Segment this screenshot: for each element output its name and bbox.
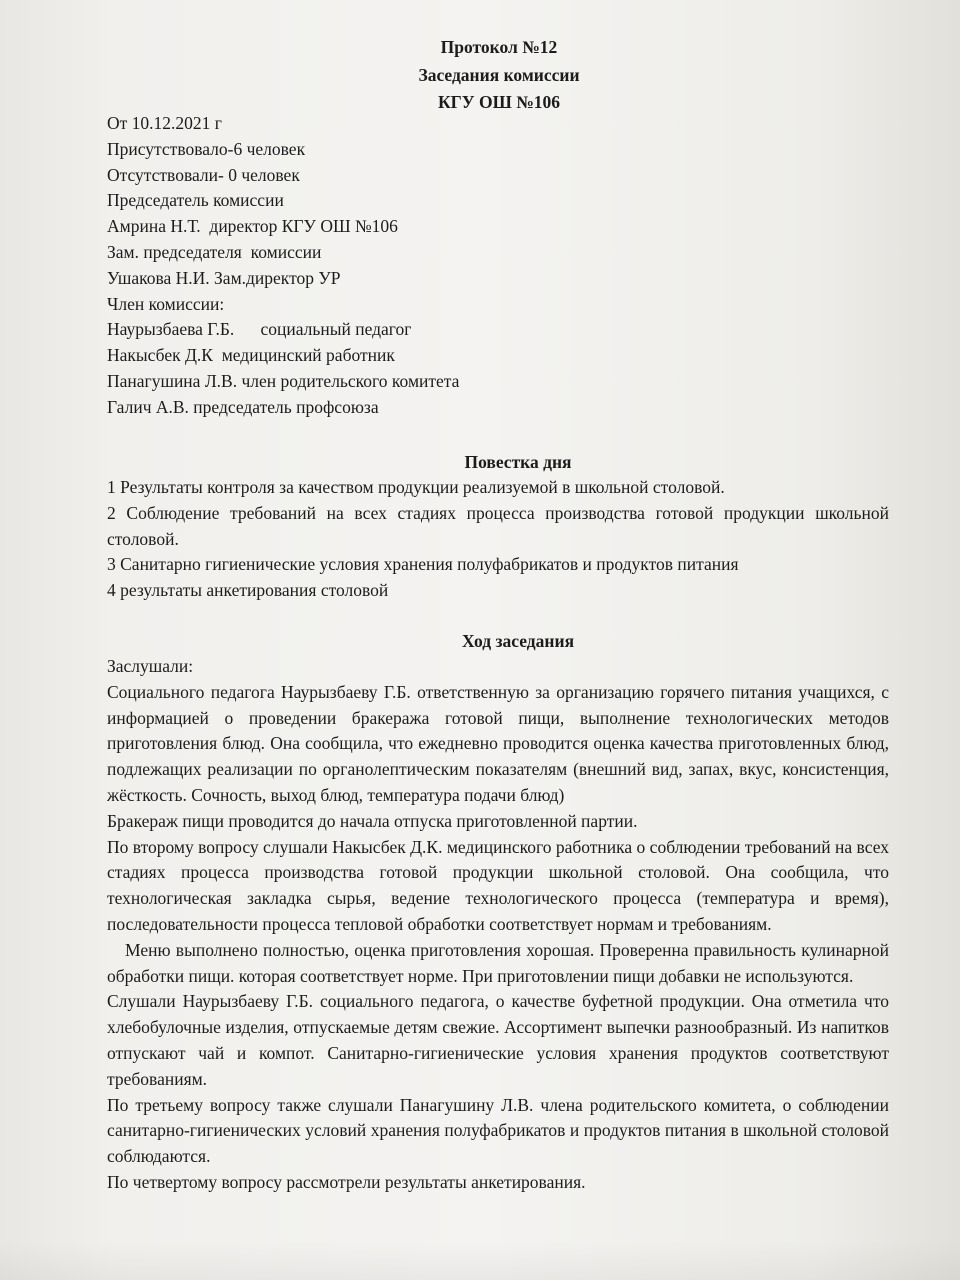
agenda-item-2: 2 Соблюдение требований на всех стадиях процесса производства готовой продукции школьной столовой. (107, 502, 889, 549)
agenda-item-1: 1 Результаты контроля за качеством продукции реализуемой в школьной столовой. (107, 477, 725, 497)
meeting-paragraph-1: Социального педагога Наурызбаеву Г.Б. ответственную за организацию горячего питания учащихся, с информацией о проведении бракеража готовой пищи, выполнение технологических методов приготовления блюд. Она сообщила, что ежедневно проводится оценка качества приготовленных блюд, подлежащих реализации по органолептическим показателям (внешний вид, запах, вкус, консистенция, жёсткость. Сочность, выход блюд, температура подачи блюд) (107, 681, 889, 805)
heard-label: Заслушали: (107, 656, 194, 676)
page-shadow (0, 1240, 960, 1280)
members-label: Член комиссии: (107, 293, 225, 314)
present-count: Присутствовало-6 человек (107, 138, 306, 159)
agenda-title: Повестка дня (464, 452, 572, 472)
meeting-paragraph-7: По четвертому вопросу рассмотрели результаты анкетирования. (107, 1171, 586, 1192)
meeting-paragraph-6: По третьему вопросу также слушали Панагушину Л.В. члена родительского комитета, о соблюдении санитарно-гигиенических условий хранения полуфабрикатов и продуктов питания в школьной столовой соблюдаются. (107, 1094, 889, 1167)
organization-name: КГУ ОШ №106 (437, 92, 561, 112)
meeting-type: Заседания комиссии (418, 64, 580, 85)
attendance-list (107, 111, 889, 421)
member-4: Галич А.В. председатель профсоюза (107, 396, 379, 417)
member-3: Панагушина Л.В. член родительского комитета (107, 370, 460, 391)
absent-count: Отсутствовали- 0 человек (107, 164, 300, 185)
meeting-paragraph-5: Слушали Наурызбаеву Г.Б. социального педагога, о качестве буфетной продукции. Она отметила что хлебобулочные изделия, отпускаемые детям свежие. Ассортимент выпечки разнообразный. Из напитков отпускают чай и компот. Санитарно-гигиенические условия хранения продуктов соответствуют требованиям. (107, 991, 889, 1089)
member-2: Накысбек Д.К медицинский работник (107, 345, 395, 366)
meeting-body (107, 654, 889, 1196)
meeting-paragraph-3: По второму вопросу слушали Накысбек Д.К. медицинского работника о соблюдении требований на всех стадиях процесса производства готовой продукции школьной столовой. Она сообщила, что технологическая закладка сырья, ведение технологического процесса (температура и время), последовательности процесса тепловой обработки соответствует нормам и требованиям. (107, 836, 889, 934)
meeting-progress-title: Ход заседания (461, 631, 575, 651)
agenda-item-3: 3 Санитарно гигиенические условия хранения полуфабрикатов и продуктов питания (107, 554, 739, 575)
agenda-item-4: 4 результаты анкетирования столовой (107, 580, 389, 601)
chairman-label: Председатель комиссии (107, 190, 284, 211)
meeting-paragraph-2: Бракераж пищи проводится до начала отпуска приготовленной партии. (107, 810, 638, 831)
member-1: Наурызбаева Г.Б. социальный педагог (107, 319, 412, 340)
agenda-list (107, 475, 889, 604)
meeting-paragraph-4: Меню выполнено полностью, оценка приготовления хорошая. Проверенна правильность кулинарной обработки пищи. которая соответствует норме. При приготовлении пищи добавки не используются. (107, 939, 889, 986)
document-header (0, 34, 960, 117)
chairman-name: Амрина Н.Т. директор КГУ ОШ №106 (107, 216, 398, 237)
protocol-number: Протокол №12 (440, 37, 558, 57)
deputy-chairman-label: Зам. председателя комиссии (107, 241, 322, 262)
meeting-date: От 10.12.2021 г (107, 113, 222, 133)
deputy-chairman-name: Ушакова Н.И. Зам.директор УР (107, 267, 341, 288)
